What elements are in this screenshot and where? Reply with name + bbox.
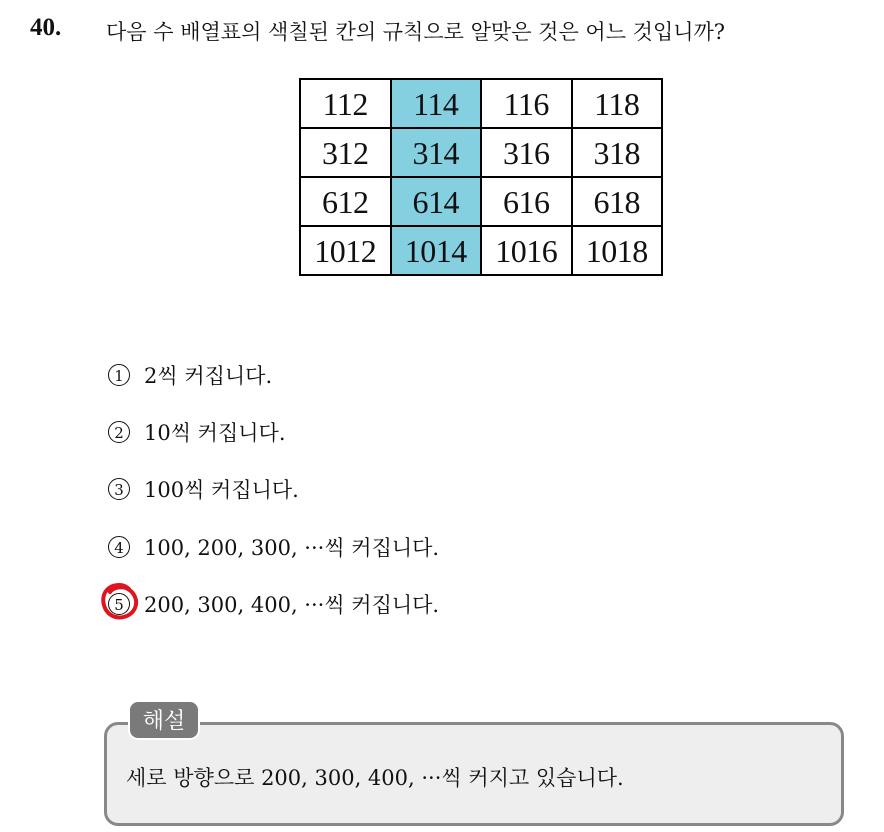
answer-circle-mark-icon [98, 580, 140, 622]
table-cell: 312 [300, 128, 391, 177]
table-row [300, 79, 662, 128]
table-cell: 1016 [481, 226, 572, 275]
explanation-text: 세로 방향으로 200, 300, 400, ···씩 커지고 있습니다. [126, 766, 624, 790]
choice-2[interactable] [108, 417, 286, 447]
choice-1[interactable] [108, 360, 272, 390]
question-number: 40. [30, 14, 62, 41]
table-cell: 116 [481, 79, 572, 128]
table-cell: 118 [572, 79, 663, 128]
table-row [300, 226, 662, 275]
table-cell-shaded: 114 [391, 79, 482, 128]
table-cell: 616 [481, 177, 572, 226]
choice-number: 4 [108, 536, 130, 558]
choice-text: 100씩 커집니다. [144, 478, 299, 502]
table-row [300, 177, 662, 226]
choice-4[interactable] [108, 532, 439, 562]
choice-number: 5 [108, 593, 130, 615]
number-table [299, 78, 663, 276]
table-row [300, 128, 662, 177]
table-cell: 618 [572, 177, 663, 226]
choice-number: 3 [108, 478, 130, 500]
choice-number: 2 [108, 421, 130, 443]
choice-5[interactable] [108, 589, 439, 619]
choice-number: 1 [108, 364, 130, 386]
choice-text: 10씩 커집니다. [144, 421, 286, 445]
table-cell-shaded: 614 [391, 177, 482, 226]
question-text: 다음 수 배열표의 색칠된 칸의 규칙으로 알맞은 것은 어느 것입니까? [106, 20, 726, 44]
choice-text: 100, 200, 300, ···씩 커집니다. [144, 536, 440, 560]
choice-text: 200, 300, 400, ···씩 커집니다. [144, 593, 440, 617]
table-cell: 112 [300, 79, 391, 128]
table-cell: 1012 [300, 226, 391, 275]
choice-text: 2씩 커집니다. [144, 364, 273, 388]
table-cell-shaded: 1014 [391, 226, 482, 275]
table-cell: 316 [481, 128, 572, 177]
table-cell: 612 [300, 177, 391, 226]
table-cell: 1018 [572, 226, 663, 275]
table-cell: 318 [572, 128, 663, 177]
explanation-label: 해설 [128, 700, 200, 740]
table-cell-shaded: 314 [391, 128, 482, 177]
choice-3[interactable] [108, 474, 299, 504]
